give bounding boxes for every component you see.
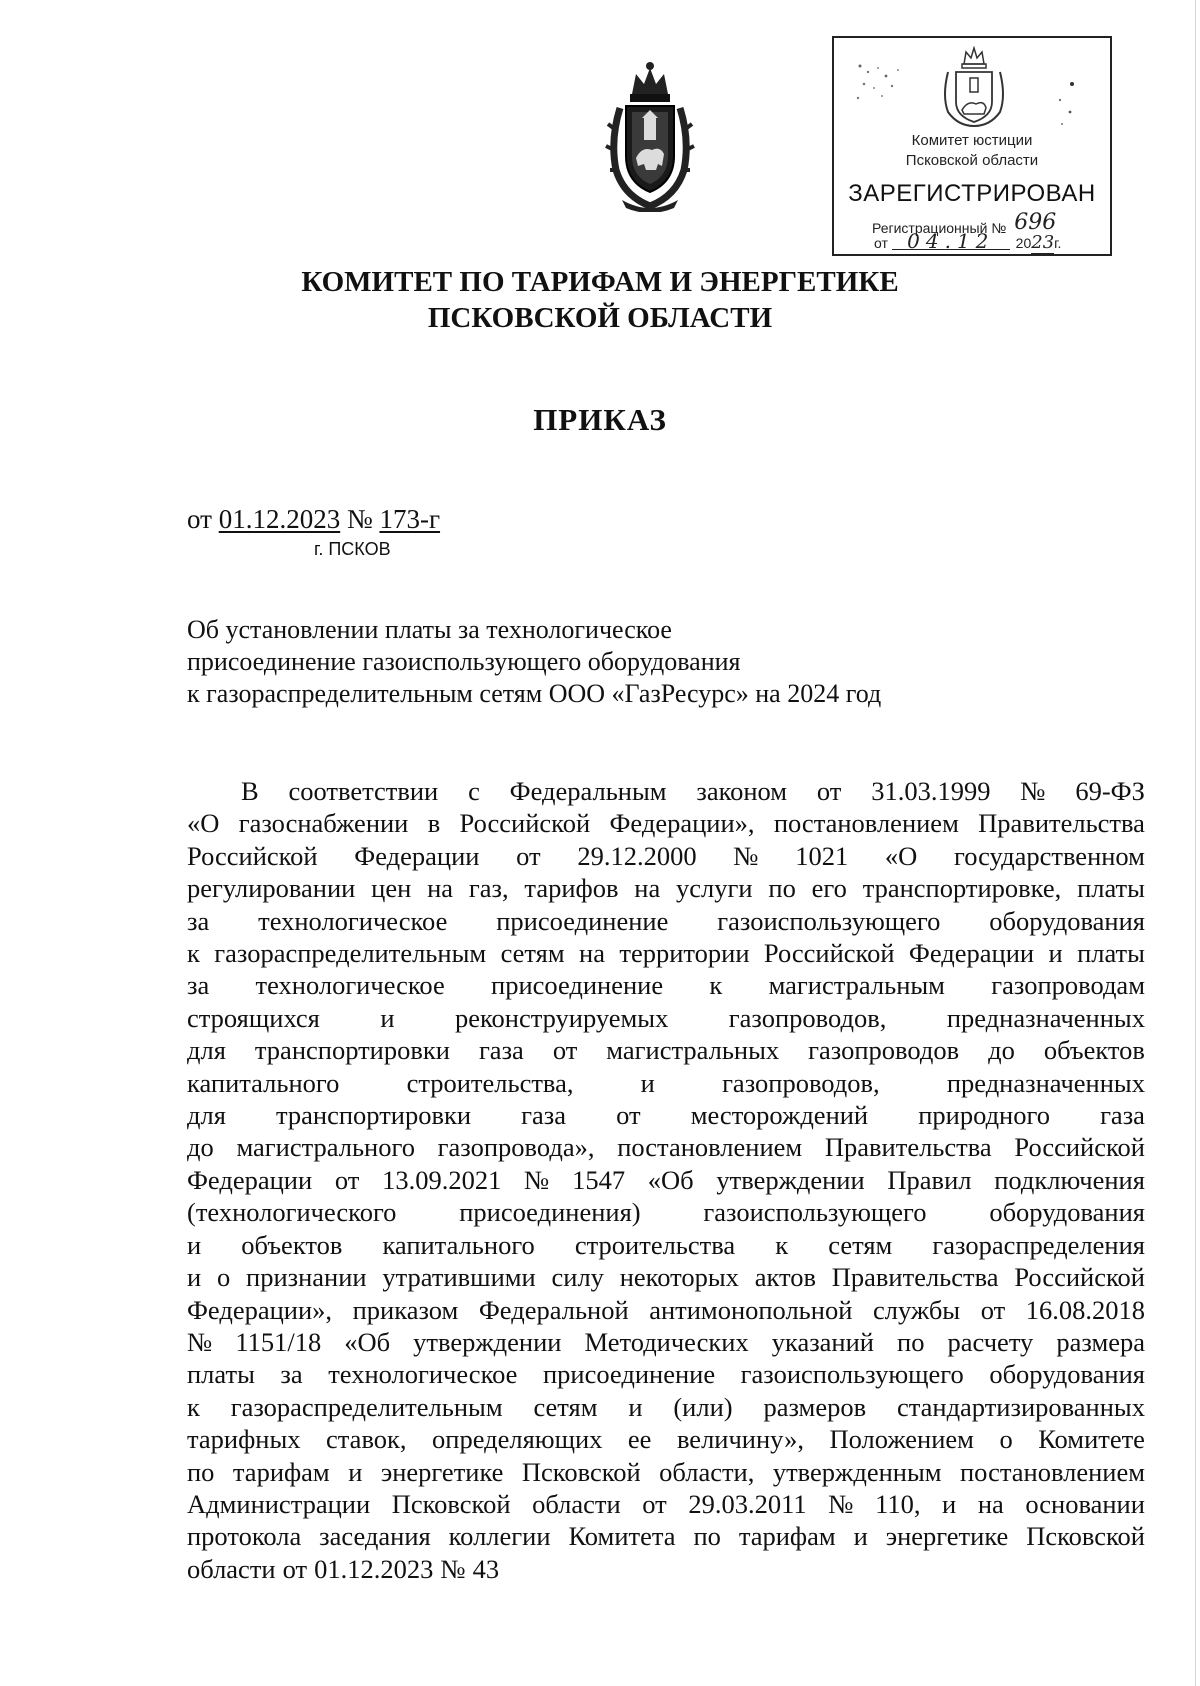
- stamp-reg-label: Регистрационный №: [872, 220, 1007, 236]
- body-line: к газораспределительным сетям и (или) размеров стандартизированных: [187, 1391, 1145, 1422]
- body-line: (технологического присоединения) газоиспользующего оборудования: [187, 1197, 1145, 1228]
- registration-stamp: [832, 36, 1112, 256]
- body-line: строящихся и реконструируемых газопроводов, предназначенных: [187, 1002, 1145, 1033]
- subject-line: Об установлении платы за технологическое: [187, 615, 672, 644]
- body-line: до магистрального газопровода», постановлением Правительства Российской: [187, 1132, 1145, 1163]
- order-subject: [187, 614, 881, 710]
- stamp-org-line1: Комитет юстиции: [911, 132, 1033, 149]
- stamp-year-prefix: 20: [1015, 235, 1032, 251]
- organization-title-line2: ПСКОВСКОЙ ОБЛАСТИ: [427, 302, 773, 334]
- order-number: 173-г: [379, 504, 441, 534]
- scan-edge-line: [1195, 0, 1196, 1686]
- body-line: области от 01.12.2023 № 43: [187, 1553, 500, 1584]
- document-type-heading: ПРИКАЗ: [533, 402, 667, 437]
- body-line: «О газоснабжении в Российской Федерации», постановлением Правительства: [187, 808, 1145, 839]
- order-number-sign: №: [346, 504, 373, 534]
- stamp-date-handwritten: 04.12: [892, 233, 1010, 250]
- stamp-ink-speckles-right: [1052, 78, 1082, 128]
- stamp-status: ЗАРЕГИСТРИРОВАН: [848, 180, 1096, 207]
- body-line: и о признании утратившими силу некоторых актов Правительства Российской: [187, 1262, 1145, 1293]
- body-line: по тарифам и энергетике Псковской области, утвержденным постановлением: [187, 1456, 1145, 1487]
- subject-line: присоединение газоиспользующего оборудования: [187, 647, 741, 676]
- body-line: Российской Федерации от 29.12.2000 № 1021 «О государственном: [187, 840, 1145, 871]
- coat-of-arms-emblem: [602, 60, 698, 212]
- body-line: и объектов капитального строительства к сетям газораспределения: [187, 1229, 1145, 1260]
- order-city: г. ПСКОВ: [314, 539, 391, 559]
- order-date-prefix: от: [187, 504, 212, 534]
- body-line: регулировании цен на газ, тарифов на услуги по его транспортировке, платы: [187, 873, 1145, 904]
- body-line: Федерации», приказом Федеральной антимонопольной службы от 16.08.2018: [187, 1294, 1145, 1325]
- body-line: платы за технологическое присоединение газоиспользующего оборудования: [187, 1359, 1145, 1390]
- stamp-org-line2: Псковской области: [905, 152, 1039, 169]
- body-line: за технологическое присоединение к магистральным газопроводам: [187, 970, 1145, 1001]
- stamp-year-handwritten: 23: [1031, 232, 1055, 253]
- stamp-year-suffix: г.: [1054, 235, 1062, 251]
- body-line: Федерации от 13.09.2021 № 1547 «Об утверждении Правил подключения: [187, 1164, 1145, 1195]
- body-line: № 1151/18 «Об утверждении Методических указаний по расчету размера: [187, 1326, 1145, 1357]
- organization-title-line1: КОМИТЕТ ПО ТАРИФАМ И ЭНЕРГЕТИКЕ: [301, 266, 899, 298]
- body-line: В соответствии с Федеральным законом от 31.03.1999 № 69-ФЗ: [241, 776, 1145, 806]
- body-line: Администрации Псковской области от 29.03.2011 № 110, и на основании: [187, 1488, 1145, 1519]
- stamp-date-prefix: от: [874, 235, 888, 251]
- body-line: для транспортировки газа от магистральных газопроводов до объектов: [187, 1035, 1145, 1066]
- stamp-date-line: [874, 229, 1062, 253]
- body-line: для транспортировки газа от месторождений природного газа: [187, 1100, 1145, 1131]
- body-line: капитального строительства, и газопроводов, предназначенных: [187, 1067, 1145, 1098]
- body-line: за технологическое присоединение газоиспользующего оборудования: [187, 905, 1145, 936]
- order-date-number: [187, 504, 440, 535]
- body-line: тарифных ставок, определяющих ее величину», Положением о Комитете: [187, 1424, 1145, 1455]
- subject-line: к газораспределительным сетям ООО «ГазРесурс» на 2024 год: [187, 679, 882, 708]
- body-line: к газораспределительным сетям на территории Российской Федерации и платы: [187, 938, 1145, 969]
- order-date: 01.12.2023: [218, 504, 341, 534]
- organization-title: [0, 264, 1200, 336]
- stamp-emblem-icon: [938, 46, 1010, 128]
- stamp-reg-number: 696: [1014, 210, 1057, 235]
- stamp-ink-speckles: [852, 58, 912, 108]
- body-line: протокола заседания коллегии Комитета по тарифам и энергетике Псковской: [187, 1521, 1145, 1552]
- order-body-paragraph: [187, 775, 1145, 1585]
